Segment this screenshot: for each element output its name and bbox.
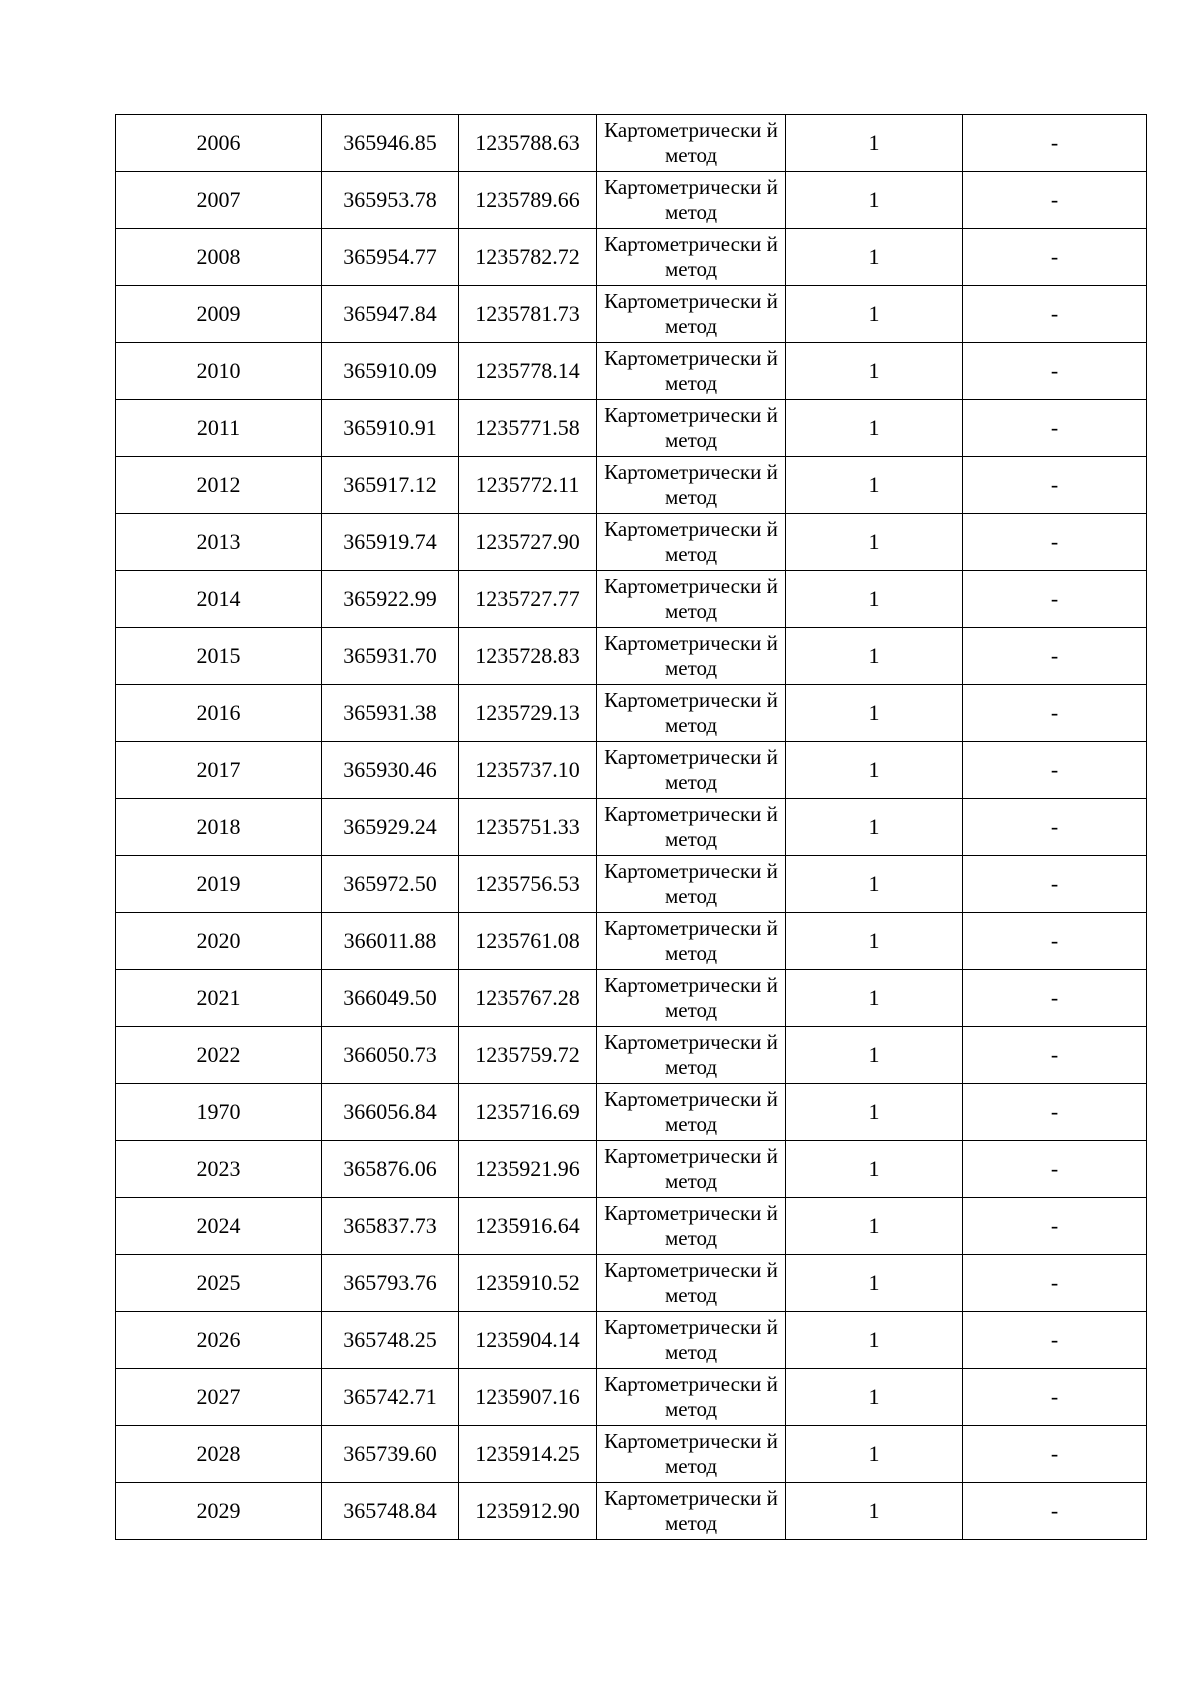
note-cell: - [963,1027,1147,1084]
point-number-cell: 2018 [116,799,322,856]
point-number-cell: 2025 [116,1255,322,1312]
table-row [116,1198,1147,1255]
x-coordinate-cell: 365876.06 [322,1141,459,1198]
table-row [116,1027,1147,1084]
y-coordinate-cell: 1235716.69 [459,1084,597,1141]
accuracy-cell: 1 [786,970,963,1027]
method-cell: Картометрически й метод [597,1027,786,1084]
accuracy-cell: 1 [786,172,963,229]
accuracy-cell: 1 [786,1141,963,1198]
method-cell: Картометрически й метод [597,856,786,913]
method-cell: Картометрически й метод [597,970,786,1027]
y-coordinate-cell: 1235737.10 [459,742,597,799]
coordinates-table [115,114,1147,1540]
table-row [116,742,1147,799]
point-number-cell: 2012 [116,457,322,514]
method-cell: Картометрически й метод [597,628,786,685]
accuracy-cell: 1 [786,742,963,799]
y-coordinate-cell: 1235729.13 [459,685,597,742]
table-row [116,1084,1147,1141]
x-coordinate-cell: 365931.70 [322,628,459,685]
point-number-cell: 2013 [116,514,322,571]
note-cell: - [963,457,1147,514]
method-cell: Картометрически й метод [597,115,786,172]
y-coordinate-cell: 1235727.90 [459,514,597,571]
table-row [116,1312,1147,1369]
accuracy-cell: 1 [786,514,963,571]
point-number-cell: 2014 [116,571,322,628]
method-cell: Картометрически й метод [597,1084,786,1141]
x-coordinate-cell: 365742.71 [322,1369,459,1426]
note-cell: - [963,286,1147,343]
point-number-cell: 2010 [116,343,322,400]
table-row [116,685,1147,742]
note-cell: - [963,400,1147,457]
table-row [116,400,1147,457]
point-number-cell: 2009 [116,286,322,343]
accuracy-cell: 1 [786,286,963,343]
table-row [116,286,1147,343]
y-coordinate-cell: 1235910.52 [459,1255,597,1312]
x-coordinate-cell: 365748.25 [322,1312,459,1369]
table-row [116,172,1147,229]
accuracy-cell: 1 [786,799,963,856]
x-coordinate-cell: 366049.50 [322,970,459,1027]
accuracy-cell: 1 [786,457,963,514]
accuracy-cell: 1 [786,400,963,457]
accuracy-cell: 1 [786,1369,963,1426]
accuracy-cell: 1 [786,913,963,970]
x-coordinate-cell: 365748.84 [322,1483,459,1540]
y-coordinate-cell: 1235907.16 [459,1369,597,1426]
point-number-cell: 1970 [116,1084,322,1141]
note-cell: - [963,1369,1147,1426]
table-row [116,514,1147,571]
note-cell: - [963,742,1147,799]
point-number-cell: 2028 [116,1426,322,1483]
accuracy-cell: 1 [786,571,963,628]
y-coordinate-cell: 1235914.25 [459,1426,597,1483]
y-coordinate-cell: 1235756.53 [459,856,597,913]
table-row [116,1141,1147,1198]
x-coordinate-cell: 365954.77 [322,229,459,286]
method-cell: Картометрически й метод [597,1312,786,1369]
note-cell: - [963,1141,1147,1198]
x-coordinate-cell: 365931.38 [322,685,459,742]
note-cell: - [963,514,1147,571]
table-row [116,856,1147,913]
method-cell: Картометрически й метод [597,1483,786,1540]
accuracy-cell: 1 [786,1027,963,1084]
x-coordinate-cell: 365919.74 [322,514,459,571]
x-coordinate-cell: 365793.76 [322,1255,459,1312]
y-coordinate-cell: 1235728.83 [459,628,597,685]
accuracy-cell: 1 [786,1483,963,1540]
method-cell: Картометрически й метод [597,343,786,400]
table-row [116,628,1147,685]
y-coordinate-cell: 1235781.73 [459,286,597,343]
accuracy-cell: 1 [786,856,963,913]
y-coordinate-cell: 1235789.66 [459,172,597,229]
accuracy-cell: 1 [786,229,963,286]
y-coordinate-cell: 1235767.28 [459,970,597,1027]
method-cell: Картометрически й метод [597,1369,786,1426]
method-cell: Картометрически й метод [597,571,786,628]
y-coordinate-cell: 1235727.77 [459,571,597,628]
table-row [116,799,1147,856]
x-coordinate-cell: 366050.73 [322,1027,459,1084]
accuracy-cell: 1 [786,1084,963,1141]
x-coordinate-cell: 365837.73 [322,1198,459,1255]
accuracy-cell: 1 [786,1255,963,1312]
y-coordinate-cell: 1235912.90 [459,1483,597,1540]
method-cell: Картометрически й метод [597,172,786,229]
note-cell: - [963,1312,1147,1369]
accuracy-cell: 1 [786,685,963,742]
point-number-cell: 2019 [116,856,322,913]
method-cell: Картометрически й метод [597,913,786,970]
method-cell: Картометрически й метод [597,1255,786,1312]
point-number-cell: 2021 [116,970,322,1027]
table-row [116,571,1147,628]
note-cell: - [963,628,1147,685]
accuracy-cell: 1 [786,1198,963,1255]
y-coordinate-cell: 1235751.33 [459,799,597,856]
y-coordinate-cell: 1235788.63 [459,115,597,172]
x-coordinate-cell: 365930.46 [322,742,459,799]
point-number-cell: 2027 [116,1369,322,1426]
point-number-cell: 2016 [116,685,322,742]
method-cell: Картометрически й метод [597,799,786,856]
note-cell: - [963,115,1147,172]
point-number-cell: 2008 [116,229,322,286]
note-cell: - [963,1084,1147,1141]
note-cell: - [963,571,1147,628]
point-number-cell: 2023 [116,1141,322,1198]
x-coordinate-cell: 365739.60 [322,1426,459,1483]
point-number-cell: 2017 [116,742,322,799]
note-cell: - [963,970,1147,1027]
note-cell: - [963,856,1147,913]
note-cell: - [963,685,1147,742]
y-coordinate-cell: 1235778.14 [459,343,597,400]
table-row [116,913,1147,970]
note-cell: - [963,1426,1147,1483]
method-cell: Картометрически й метод [597,685,786,742]
x-coordinate-cell: 365972.50 [322,856,459,913]
coordinates-table-body [116,115,1147,1540]
accuracy-cell: 1 [786,343,963,400]
point-number-cell: 2026 [116,1312,322,1369]
note-cell: - [963,172,1147,229]
accuracy-cell: 1 [786,628,963,685]
method-cell: Картометрически й метод [597,1426,786,1483]
x-coordinate-cell: 365917.12 [322,457,459,514]
accuracy-cell: 1 [786,115,963,172]
table-row [116,1426,1147,1483]
accuracy-cell: 1 [786,1312,963,1369]
y-coordinate-cell: 1235916.64 [459,1198,597,1255]
method-cell: Картометрически й метод [597,1198,786,1255]
note-cell: - [963,1198,1147,1255]
table-row [116,1255,1147,1312]
x-coordinate-cell: 365910.91 [322,400,459,457]
x-coordinate-cell: 365922.99 [322,571,459,628]
table-row [116,229,1147,286]
point-number-cell: 2006 [116,115,322,172]
method-cell: Картометрически й метод [597,457,786,514]
x-coordinate-cell: 365947.84 [322,286,459,343]
x-coordinate-cell: 365953.78 [322,172,459,229]
point-number-cell: 2011 [116,400,322,457]
y-coordinate-cell: 1235782.72 [459,229,597,286]
method-cell: Картометрически й метод [597,400,786,457]
y-coordinate-cell: 1235921.96 [459,1141,597,1198]
table-row [116,1369,1147,1426]
y-coordinate-cell: 1235771.58 [459,400,597,457]
x-coordinate-cell: 366011.88 [322,913,459,970]
method-cell: Картометрически й метод [597,286,786,343]
note-cell: - [963,913,1147,970]
point-number-cell: 2015 [116,628,322,685]
note-cell: - [963,799,1147,856]
point-number-cell: 2022 [116,1027,322,1084]
method-cell: Картометрически й метод [597,229,786,286]
y-coordinate-cell: 1235759.72 [459,1027,597,1084]
table-row [116,457,1147,514]
y-coordinate-cell: 1235761.08 [459,913,597,970]
note-cell: - [963,1255,1147,1312]
point-number-cell: 2020 [116,913,322,970]
point-number-cell: 2029 [116,1483,322,1540]
note-cell: - [963,343,1147,400]
x-coordinate-cell: 366056.84 [322,1084,459,1141]
x-coordinate-cell: 365929.24 [322,799,459,856]
note-cell: - [963,229,1147,286]
y-coordinate-cell: 1235772.11 [459,457,597,514]
method-cell: Картометрически й метод [597,742,786,799]
x-coordinate-cell: 365910.09 [322,343,459,400]
method-cell: Картометрически й метод [597,514,786,571]
accuracy-cell: 1 [786,1426,963,1483]
note-cell: - [963,1483,1147,1540]
point-number-cell: 2024 [116,1198,322,1255]
method-cell: Картометрически й метод [597,1141,786,1198]
table-row [116,115,1147,172]
x-coordinate-cell: 365946.85 [322,115,459,172]
table-row [116,1483,1147,1540]
y-coordinate-cell: 1235904.14 [459,1312,597,1369]
point-number-cell: 2007 [116,172,322,229]
table-row [116,970,1147,1027]
table-row [116,343,1147,400]
